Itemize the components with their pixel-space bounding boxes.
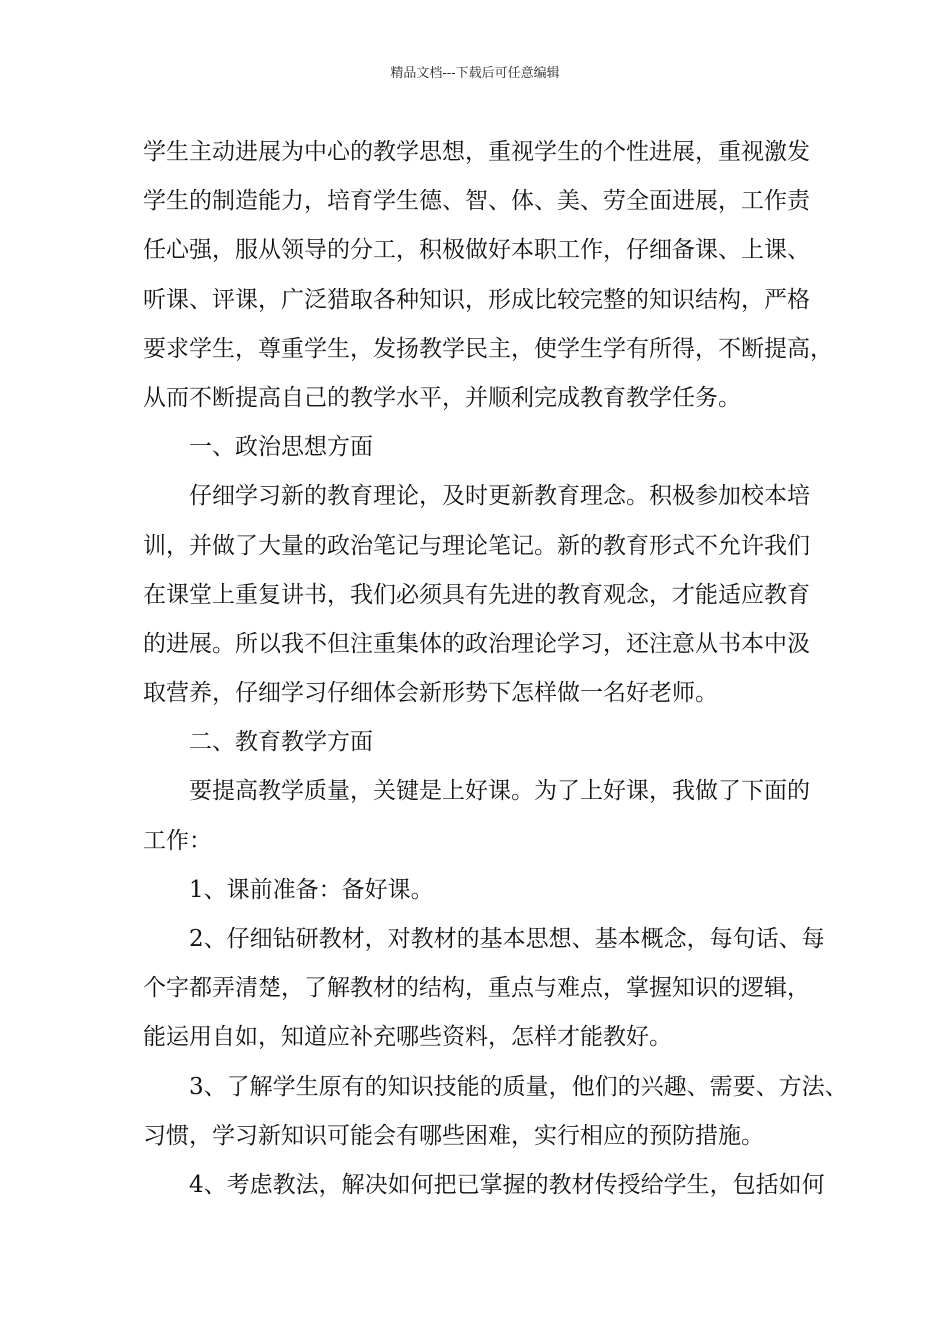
text-line: 4、考虑教法，解决如何把已掌握的教材传授给学生，包括如何 bbox=[189, 1171, 825, 1198]
text-line: 学生的制造能力，培育学生德、智、体、美、劳全面进展，工作责 bbox=[143, 188, 810, 215]
text-line: 能运用自如，知道应补充哪些资料，怎样才能教好。 bbox=[143, 1024, 672, 1051]
text-line: 1、课前准备：备好课。 bbox=[189, 876, 434, 903]
text-line: 个字都弄清楚，了解教材的结构，重点与难点，掌握知识的逻辑， bbox=[143, 975, 810, 1002]
text-line: 二、教育教学方面 bbox=[189, 729, 373, 756]
text-line: 从而不断提高自己的教学水平，并顺利完成教育教学任务。 bbox=[143, 384, 741, 411]
text-line: 学生主动进展为中心的教学思想，重视学生的个性进展，重视激发 bbox=[143, 139, 810, 165]
text-line: 工作： bbox=[143, 827, 212, 854]
text-line: 训，并做了大量的政治笔记与理论笔记。新的教育形式不允许我们 bbox=[143, 532, 810, 559]
text-line: 习惯，学习新知识可能会有哪些困难，实行相应的预防措施。 bbox=[143, 1122, 764, 1149]
text-line: 2、仔细钻研教材，对教材的基本思想、基本概念，每句话、每 bbox=[189, 926, 825, 952]
text-line: 的进展。所以我不但注重集体的政治理论学习，还注意从书本中汲 bbox=[143, 630, 810, 657]
text-line: 要求学生，尊重学生，发扬教学民主，使学生学有所得，不断提高， bbox=[143, 335, 833, 362]
text-line: 在课堂上重复讲书，我们必须具有先进的教育观念，才能适应教育 bbox=[143, 581, 810, 608]
text-line: 3、了解学生原有的知识技能的质量，他们的兴趣、需要、方法、 bbox=[189, 1073, 848, 1100]
text-line: 仔细学习新的教育理论，及时更新教育理念。积极参加校本培 bbox=[189, 483, 810, 510]
text-line: 任心强，服从领导的分工，积极做好本职工作，仔细备课、上课、 bbox=[143, 237, 810, 264]
text-line: 一、政治思想方面 bbox=[189, 434, 373, 461]
page-header: 精品文档---下载后可任意编辑 bbox=[390, 66, 560, 81]
document-body bbox=[143, 128, 848, 1210]
text-line: 取营养，仔细学习仔细体会新形势下怎样做一名好老师。 bbox=[143, 680, 718, 707]
text-line: 要提高教学质量，关键是上好课。为了上好课，我做了下面的 bbox=[189, 778, 810, 805]
text-line: 听课、评课，广泛猎取各种知识，形成比较完整的知识结构，严格 bbox=[143, 286, 810, 313]
